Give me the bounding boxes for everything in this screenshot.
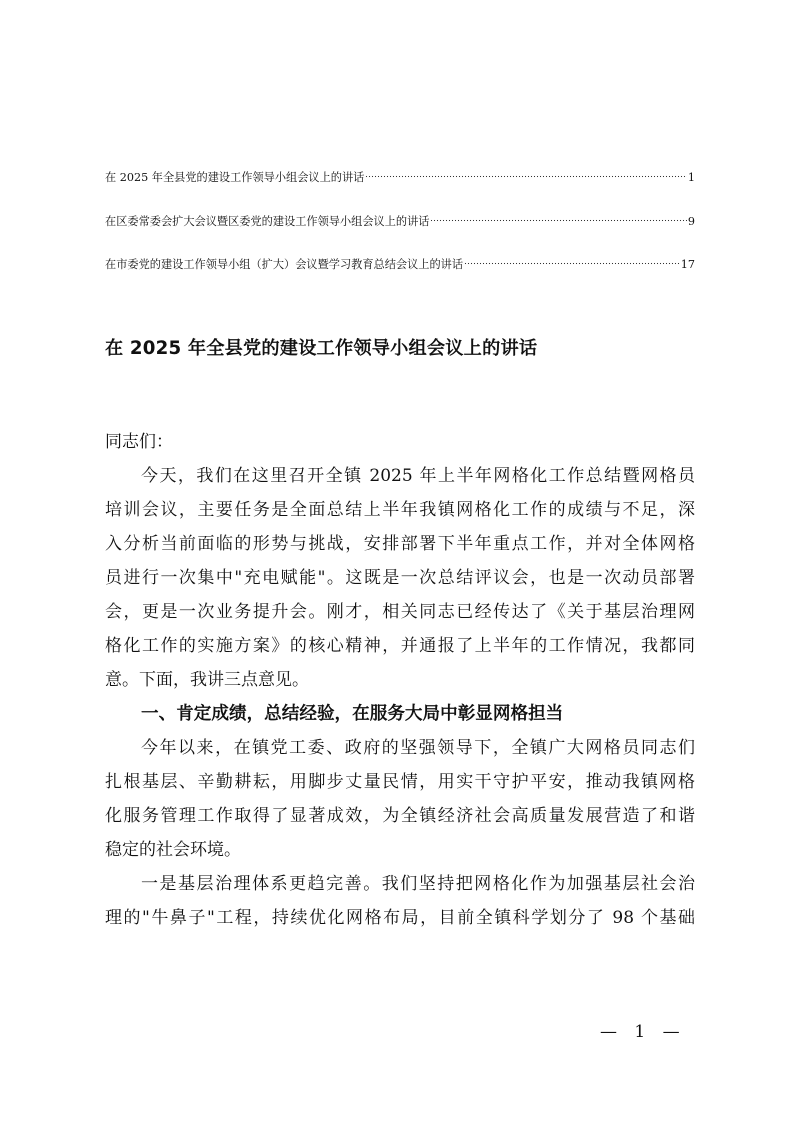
toc-entry[interactable] bbox=[105, 161, 695, 184]
paragraph-line: 扎根基层、辛勤耕耘，用脚步丈量民情，用实干守护平安，推动我镇网格 bbox=[105, 772, 695, 792]
toc-leader-dots bbox=[464, 248, 680, 268]
section-heading: 一、肯定成绩，总结经验，在服务大局中彰显网格担当 bbox=[141, 704, 564, 724]
paragraph-line: 理的"牛鼻子"工程，持续优化网格布局，目前全镇科学划分了 98 个基础 bbox=[105, 908, 695, 928]
paragraph-line: 格化工作的实施方案》的核心精神，并通报了上半年的工作情况，我都同 bbox=[105, 636, 695, 656]
toc-entry[interactable] bbox=[105, 205, 695, 228]
paragraph-2 bbox=[105, 731, 695, 867]
table-of-contents bbox=[105, 161, 695, 292]
toc-entry-title: 在 2025 年全县党的建设工作领导小组会议上的讲话 bbox=[105, 171, 365, 184]
paragraph-line: 会，更是一次业务提升会。刚才，相关同志已经传达了《关于基层治理网 bbox=[105, 602, 695, 622]
toc-entry-title: 在区委常委会扩大会议暨区委党的建设工作领导小组会议上的讲话 bbox=[105, 214, 430, 228]
paragraph-line: 稳定的社会环境。 bbox=[105, 840, 241, 860]
document-body bbox=[105, 425, 695, 935]
toc-entry-title: 在市委党的建设工作领导小组（扩大）会议暨学习教育总结会议上的讲话 bbox=[105, 258, 464, 271]
toc-entry-page: 17 bbox=[680, 258, 695, 271]
toc-leader-dots bbox=[365, 161, 687, 181]
paragraph-line: 员进行一次集中"充电赋能"。这既是一次总结评议会，也是一次动员部署 bbox=[105, 568, 695, 588]
toc-entry-page: 1 bbox=[687, 171, 695, 184]
paragraph-line: 今天，我们在这里召开全镇 2025 年上半年网格化工作总结暨网格员 bbox=[141, 466, 695, 486]
page-number: — 1 — bbox=[600, 1022, 686, 1042]
toc-leader-dots bbox=[430, 205, 686, 225]
document-title: 在 2025 年全县党的建设工作领导小组会议上的讲话 bbox=[105, 338, 538, 359]
paragraph-line: 培训会议，主要任务是全面总结上半年我镇网格化工作的成绩与不足，深 bbox=[105, 500, 695, 520]
paragraph-line: 意。下面，我讲三点意见。 bbox=[105, 670, 309, 690]
salutation: 同志们： bbox=[105, 432, 173, 452]
paragraph-line: 入分析当前面临的形势与挑战，安排部署下半年重点工作，并对全体网格 bbox=[105, 534, 695, 554]
paragraph-line: 一是基层治理体系更趋完善。我们坚持把网格化作为加强基层社会治 bbox=[141, 874, 695, 894]
paragraph-1 bbox=[105, 459, 695, 697]
toc-entry-page: 9 bbox=[687, 214, 695, 228]
paragraph-line: 化服务管理工作取得了显著成效，为全镇经济社会高质量发展营造了和谐 bbox=[105, 806, 695, 826]
paragraph-3 bbox=[105, 867, 695, 935]
toc-entry[interactable] bbox=[105, 248, 695, 271]
paragraph-line: 今年以来，在镇党工委、政府的坚强领导下，全镇广大网格员同志们 bbox=[141, 738, 695, 758]
